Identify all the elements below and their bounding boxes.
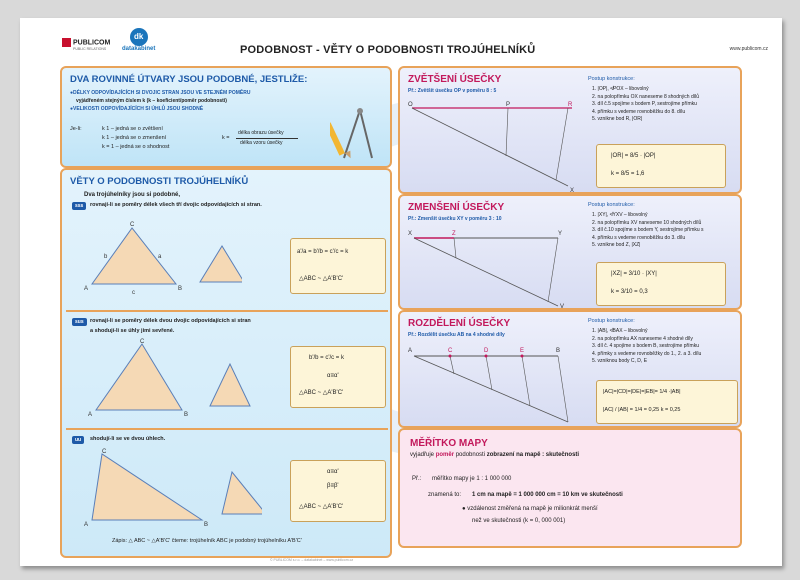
reduce-pt-Y: Y xyxy=(558,231,563,237)
reduce-formula-1: |XZ| = 3/10 · |XY| xyxy=(611,271,657,277)
uu-badge: uu xyxy=(72,436,84,444)
panel-theorems xyxy=(60,168,392,558)
theorems-intro: Dva trojúhelníky jsou si podobné, xyxy=(84,192,181,198)
divide-pt-D: D xyxy=(484,348,489,354)
uu-label-A: A xyxy=(84,522,89,528)
sus-text-2: a shodují-li se úhly jimi sevřené. xyxy=(90,328,175,334)
divide-steps xyxy=(592,328,701,366)
enlarge-pt-X: X xyxy=(570,188,575,194)
uu-triangles xyxy=(82,446,262,530)
map-def-a: vyjadřuje xyxy=(410,452,435,458)
panel-reduce xyxy=(398,194,742,310)
enlarge-construction xyxy=(408,98,588,194)
map-ex-label: Př.: xyxy=(412,476,422,482)
intro-jeli: Je-li: xyxy=(70,126,82,132)
notation-note: Zápis: △ ABC ~ △A'B'C' čteme: trojúhelník ABC je podobný trojúhelníku A'B'C' xyxy=(112,538,302,544)
datakabinet-logo-text: datakabinet xyxy=(122,46,156,52)
uu-label-B: B xyxy=(204,522,209,528)
reduce-construction xyxy=(408,226,588,310)
sus-angle: α≡α' xyxy=(327,373,339,379)
enlarge-heading: ZVĚTŠENÍ ÚSEČKY xyxy=(408,74,502,85)
map-line2-a: ● vzdálenost změřená na mapě je milionkrát menší xyxy=(462,506,598,512)
sss-text: rovnají-li se poměry délek všech tří dvojic odpovídajících si stran. xyxy=(90,202,262,208)
sss-label-B: B xyxy=(178,286,183,292)
enlarge-step: 1. |OP|, ≮POX – libovolný xyxy=(592,86,649,92)
reduce-step: 1. |XY|, ≮YXV – libovolný xyxy=(592,212,648,218)
sus-label-B: B xyxy=(184,412,189,418)
compass-pencil-icon xyxy=(330,106,386,164)
uu-label-C: C xyxy=(102,449,107,455)
divide-pt-E: E xyxy=(520,348,525,354)
header xyxy=(20,18,782,60)
map-line1-b: 1 cm na mapě = 1 000 000 cm = 10 km ve skutečnosti xyxy=(472,492,623,498)
divide-step: 3. díl č. 4 spojíme s bodem B, sestrojíme přímku xyxy=(592,343,699,349)
divide-formula-2: |AC| / |AB| = 1/4 = 0,25 k = 0,25 xyxy=(603,407,681,413)
uu-result: △ABC ~ △A'B'C' xyxy=(299,504,344,510)
divide-pt-B: B xyxy=(556,348,561,354)
sss-label-c: c xyxy=(132,290,135,296)
sus-text-1: rovnají-li se poměry délek dvou dvojic odpovídajících si stran xyxy=(90,318,251,324)
map-heading: MĚŘÍTKO MAPY xyxy=(410,438,488,449)
sss-formula-box xyxy=(290,238,386,294)
intro-k2: k 1 – jedná se o zmenšení xyxy=(102,135,167,141)
enlarge-pt-O: O xyxy=(408,102,413,108)
reduce-step: 2. na polopřímku XV naneseme 10 shodných dílů xyxy=(592,219,702,226)
enlarge-steps-title: Postup konstrukce: xyxy=(588,76,635,82)
map-definition xyxy=(410,452,579,460)
sus-triangles xyxy=(82,336,252,420)
panel-map-scale xyxy=(398,428,742,548)
sus-result: △ABC ~ △A'B'C' xyxy=(299,390,344,396)
intro-k-eq: k = xyxy=(222,135,230,141)
divide-task: Př.: Rozdělit úsečku AB na 4 shodné díly xyxy=(408,332,505,338)
publicom-logo xyxy=(62,38,110,51)
intro-k3: k = 1 – jedná se o shodnost xyxy=(102,144,170,150)
sss-formula: a'/a = b'/b = c'/c = k xyxy=(297,249,349,255)
header-url: www.publicom.cz xyxy=(729,46,768,52)
intro-heading: DVA ROVINNÉ ÚTVARY JSOU PODOBNÉ, JESTLIŽE: xyxy=(70,74,308,85)
divider-sus xyxy=(66,310,388,312)
divide-formula-1: |AC|=|CD|=|DE|=|EB|= 1/4 ·|AB| xyxy=(603,389,681,395)
reduce-formula-box xyxy=(596,262,726,306)
map-line2-b: než ve skutečnosti (k = 0, 000 001) xyxy=(472,518,566,524)
map-def-c: podobnosti xyxy=(455,452,486,458)
reduce-step: 5. vznikne bod Z, |XZ| xyxy=(592,242,641,248)
divide-step: 4. přímky s vedeme rovnoběžky do 1., 2. a 3. dílu xyxy=(592,350,702,357)
enlarge-step: 3. díl č.5 spojíme s bodem P, sestrojíme přímku xyxy=(592,101,697,107)
intro-bullet-1a: ●DÉLKY ODPOVÍDAJÍCÍCH SI DVOJIC STRAN JSOU VE STEJNÉM POMĚRU xyxy=(70,90,251,96)
map-ex-scale: měřítko mapy je 1 : 1 000 000 xyxy=(432,476,512,482)
divide-pt-A: A xyxy=(408,348,413,354)
panel-enlarge xyxy=(398,66,742,194)
sus-formula: b'/b = c'/c = k xyxy=(309,355,344,361)
reduce-pt-V: V xyxy=(560,304,565,310)
intro-frac-num: délka obrazu úsečky xyxy=(238,130,284,136)
map-def-d: zobrazení na mapě : skutečnosti xyxy=(486,452,580,458)
sus-label-C: C xyxy=(140,339,145,345)
intro-frac-den: délka vzoru úsečky xyxy=(240,140,283,146)
sss-badge: sss xyxy=(72,202,86,210)
sus-formula-box xyxy=(290,346,386,408)
enlarge-steps xyxy=(592,86,699,124)
reduce-pt-X: X xyxy=(408,231,413,237)
intro-frac-line xyxy=(236,138,298,139)
uu-text: shodují-li se ve dvou úhlech. xyxy=(90,436,166,442)
intro-bullet-2: ●VELIKOSTI ODPOVÍDAJÍCÍCH SI ÚHLŮ JSOU SHODNÉ xyxy=(70,106,204,112)
enlarge-formula-box xyxy=(596,144,726,188)
reduce-pt-Z: Z xyxy=(452,231,456,237)
enlarge-step: 5. vznikne bod R, |OR| xyxy=(592,116,643,122)
enlarge-pt-P: P xyxy=(506,102,511,108)
footer: © PUBLICOM s.r.o. – datakabinet – www.publicom.cz xyxy=(270,558,354,562)
enlarge-step: 4. přímku s vedeme rovnoběžku do 8. dílu xyxy=(592,108,686,115)
divider-uu xyxy=(66,428,388,430)
divide-step: 1. |AB|, ≮BAX – libovolný xyxy=(592,328,648,334)
divide-construction xyxy=(408,342,588,428)
poster-sheet xyxy=(20,18,782,566)
sss-label-a: a xyxy=(158,254,162,260)
sus-label-A: A xyxy=(88,412,93,418)
publicom-logo-subtext: PUBLIC RELATIONS xyxy=(73,47,107,51)
page-title: PODOBNOST - VĚTY O PODOBNOSTI TROJÚHELNÍKŮ xyxy=(240,44,536,56)
intro-bullet-1b: vyjádřeném stejným číslem k (k – koeficient/poměr podobnosti) xyxy=(76,98,227,104)
reduce-steps xyxy=(592,212,704,250)
reduce-formula-2: k = 3/10 = 0,3 xyxy=(611,289,648,295)
sus-badge: sus xyxy=(72,318,87,326)
enlarge-task: Př.: Zvětšit úsečku OP v poměru 8 : 5 xyxy=(408,88,497,94)
reduce-steps-title: Postup konstrukce: xyxy=(588,202,635,208)
datakabinet-logo-icon: dk xyxy=(130,28,148,46)
reduce-step: 3. díl č.10 spojíme s bodem Y, sestrojíme přímku s xyxy=(592,227,704,233)
panel-divide xyxy=(398,310,742,428)
divide-pt-C: C xyxy=(448,348,453,354)
enlarge-pt-R: R xyxy=(568,102,573,108)
divide-step: 5. vzniknou body C, D, E xyxy=(592,358,648,364)
divide-formula-box xyxy=(596,380,738,424)
divide-step: 2. na polopřímku AX naneseme 4 shodné díly xyxy=(592,335,693,342)
reduce-task: Př.: Zmenšit úsečku XY v poměru 3 : 10 xyxy=(408,216,502,222)
map-line1-a: znamená to: xyxy=(428,492,462,498)
uu-formula-box xyxy=(290,460,386,522)
uu-beta: β≡β' xyxy=(327,483,339,489)
publicom-logo-icon xyxy=(62,38,71,47)
theorems-heading: VĚTY O PODOBNOSTI TROJÚHELNÍKŮ xyxy=(70,176,249,187)
divide-steps-title: Postup konstrukce: xyxy=(588,318,635,324)
enlarge-formula-1: |OR| = 8/5 · |OP| xyxy=(611,153,656,159)
reduce-heading: ZMENŠENÍ ÚSEČKY xyxy=(408,202,505,213)
sss-result: △ABC ~ △A'B'C' xyxy=(299,276,344,282)
datakabinet-logo xyxy=(122,28,155,52)
sss-triangles xyxy=(82,218,242,298)
sss-label-b: b xyxy=(104,254,108,260)
uu-alpha: α≡α' xyxy=(327,469,339,475)
sss-label-C: C xyxy=(130,222,135,228)
intro-k1: k 1 – jedná se o zvětšení xyxy=(102,126,163,132)
map-def-b: poměr xyxy=(435,452,455,458)
divide-heading: ROZDĚLENÍ ÚSEČKY xyxy=(408,318,511,329)
panel-intro xyxy=(60,66,392,168)
publicom-logo-text: PUBLICOM xyxy=(73,39,111,47)
enlarge-step: 2. na polopřímku OX naneseme 8 shodných dílů xyxy=(592,93,700,100)
enlarge-formula-2: k = 8/5 = 1,6 xyxy=(611,171,645,177)
reduce-step: 4. přímku s vedeme rovnoběžku do 3. dílu xyxy=(592,234,686,241)
sss-label-A: A xyxy=(84,286,89,292)
